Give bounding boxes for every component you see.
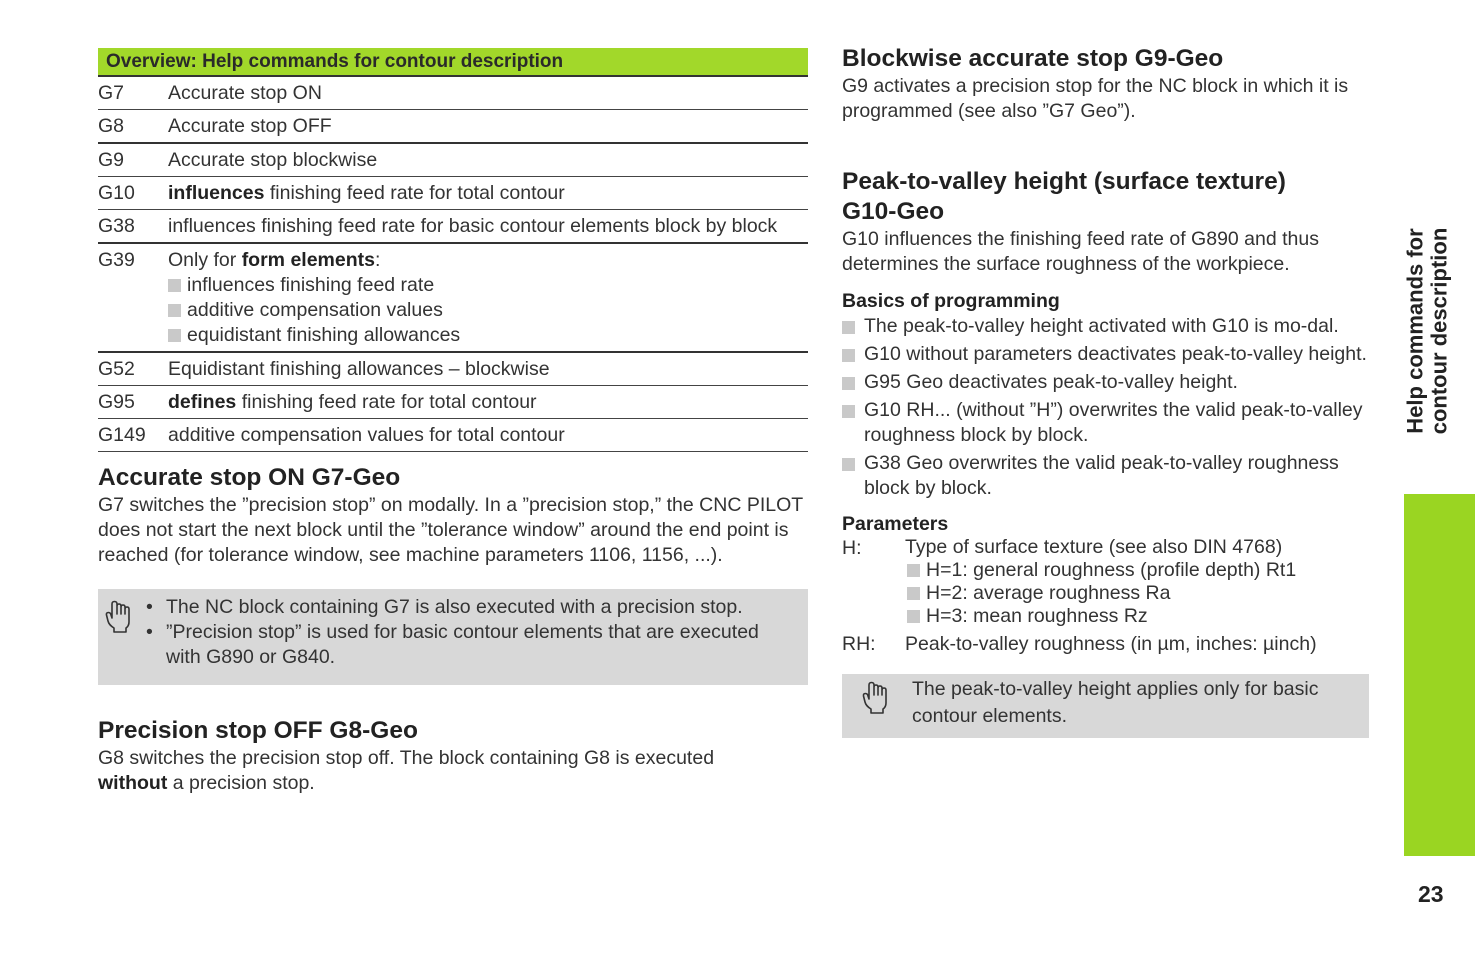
table-row (98, 353, 808, 386)
side-title-text (1403, 228, 1451, 435)
side-title-line2: contour description (1426, 227, 1451, 435)
g8-heading: Precision stop OFF G8-Geo (98, 717, 418, 744)
table-row (98, 144, 808, 177)
description-text: : (374, 249, 381, 271)
square-bullet-icon (907, 564, 920, 577)
command-description: Equidistant finishing allowances – blockwise (168, 358, 550, 380)
parameters-heading: Parameters (842, 513, 949, 535)
bullet-text: G10 RH... (without ”H”) overwrites the valid peak-to-valley roughness block by block. (864, 399, 1363, 446)
g8-body-text: G8 switches the precision stop off. The block containing G8 is executed (98, 747, 715, 769)
list-item (905, 559, 1369, 582)
list-item (905, 605, 1369, 628)
command-description (168, 248, 808, 348)
description-text: Only for (168, 249, 242, 271)
basics-list (842, 314, 1369, 501)
command-description: influences finishing feed rate for basic contour elements block by block (168, 215, 778, 237)
square-bullet-icon (842, 321, 855, 334)
command-description: Accurate stop ON (168, 82, 322, 104)
bullet-text: The peak-to-valley height activated with G10 is mo-dal. (864, 315, 1339, 337)
table-row (98, 177, 808, 210)
param-key: RH: (842, 633, 876, 655)
param-text: Peak-to-valley roughness (in µm, inches: µinch) (905, 633, 1317, 655)
g7-note (98, 589, 808, 685)
chapter-side-title (1391, 196, 1463, 466)
command-code: G9 (98, 149, 125, 171)
left-column (98, 48, 808, 796)
emphasis: without (98, 772, 168, 794)
list-item (842, 342, 1369, 367)
command-code: G52 (98, 358, 135, 380)
table-row (98, 110, 808, 144)
list-item (168, 273, 808, 298)
g9-heading: Blockwise accurate stop G9-Geo (842, 45, 1224, 72)
list-item (168, 298, 808, 323)
g10-body: G10 influences the finishing feed rate of G890 and thus determines the surface roughness of the workpiece. (842, 228, 1319, 275)
g8-body (98, 746, 808, 796)
bullet-text: G10 without parameters deactivates peak-to-valley height. (864, 343, 1367, 365)
command-code: G7 (98, 82, 125, 104)
square-bullet-icon (168, 304, 181, 317)
list-item (842, 398, 1369, 448)
hand-pointing-icon (98, 595, 142, 670)
square-bullet-icon (842, 405, 855, 418)
command-description: Accurate stop OFF (168, 115, 332, 137)
table-row (98, 210, 808, 244)
emphasis: influences (168, 182, 265, 204)
option-text: H=2: average roughness Ra (926, 582, 1171, 604)
option-text: H=1: general roughness (profile depth) Rt1 (926, 559, 1297, 581)
command-description: Accurate stop blockwise (168, 149, 378, 171)
square-bullet-icon (168, 329, 181, 342)
list-item (905, 582, 1369, 605)
list-item: • The NC block containing G7 is also executed with a precision stop. (142, 595, 794, 620)
table-row (98, 244, 808, 353)
param-key: H: (842, 537, 862, 559)
g10-heading-line2: G10-Geo (842, 198, 945, 225)
command-description (168, 390, 808, 415)
command-description (168, 181, 808, 206)
g9-body: G9 activates a precision stop for the NC block in which it is programmed (see also ”G7 Geo”). (842, 75, 1349, 122)
list-item (842, 451, 1369, 501)
description-text: finishing feed rate for total contour (236, 391, 537, 413)
overview-table (98, 48, 808, 452)
square-bullet-icon (842, 458, 855, 471)
command-code: G39 (98, 249, 135, 271)
list-item (842, 314, 1369, 339)
bullet-text: additive compensation values (187, 299, 443, 321)
g10-heading (842, 167, 1369, 227)
param-value (905, 536, 1369, 628)
square-bullet-icon (842, 377, 855, 390)
square-bullet-icon (907, 587, 920, 600)
list-item: • ”Precision stop” is used for basic contour elements that are executed with G890 or G840. (142, 620, 794, 670)
overview-heading: Overview: Help commands for contour description (98, 48, 808, 77)
square-bullet-icon (842, 349, 855, 362)
square-bullet-icon (907, 610, 920, 623)
table-row (98, 77, 808, 110)
emphasis: form elements (241, 249, 375, 271)
bullet-text: G95 Geo deactivates peak-to-valley height. (864, 371, 1238, 393)
param-text: Type of surface texture (see also DIN 4768) (905, 536, 1283, 558)
side-title-line1: Help commands for (1402, 228, 1427, 434)
note-text: The peak-to-valley height applies only for basic contour elements. (912, 678, 1319, 727)
command-code: G149 (98, 424, 146, 446)
bullet-text: G38 Geo overwrites the valid peak-to-valley roughness block by block. (864, 452, 1339, 499)
g7-heading: Accurate stop ON G7-Geo (98, 464, 401, 491)
chapter-tab (1404, 494, 1475, 856)
command-code: G10 (98, 182, 135, 204)
g7-body: G7 switches the ”precision stop” on modally. In a ”precision stop,” the CNC PILOT does not start the next block until the ”tolerance window” around the end point is reached (for tolerance window, see machine parameters 1106, 1156, ...). (98, 494, 803, 566)
bullet-text: equidistant finishing allowances (187, 324, 461, 346)
command-code: G8 (98, 115, 125, 137)
table-row (98, 419, 808, 452)
param-rh (842, 632, 1369, 657)
command-code: G95 (98, 391, 135, 413)
g10-note (842, 674, 1369, 738)
list-item (842, 370, 1369, 395)
param-h (842, 536, 1369, 628)
g10-heading-line1: Peak-to-valley height (surface texture) (842, 168, 1286, 195)
basics-heading: Basics of programming (842, 290, 1060, 312)
option-text: H=3: mean roughness Rz (926, 605, 1148, 627)
note-list (142, 595, 794, 670)
description-text: finishing feed rate for total contour (264, 182, 565, 204)
right-column (842, 44, 1369, 738)
page-number: 23 (1418, 881, 1444, 907)
hand-pointing-icon (842, 676, 912, 730)
g8-body-tail: a precision stop. (167, 772, 315, 794)
table-row (98, 386, 808, 419)
bullet-text: influences finishing feed rate (187, 274, 435, 296)
square-bullet-icon (168, 279, 181, 292)
command-description: additive compensation values for total contour (168, 424, 565, 446)
list-item (168, 323, 808, 348)
command-code: G38 (98, 215, 135, 237)
emphasis: defines (168, 391, 237, 413)
